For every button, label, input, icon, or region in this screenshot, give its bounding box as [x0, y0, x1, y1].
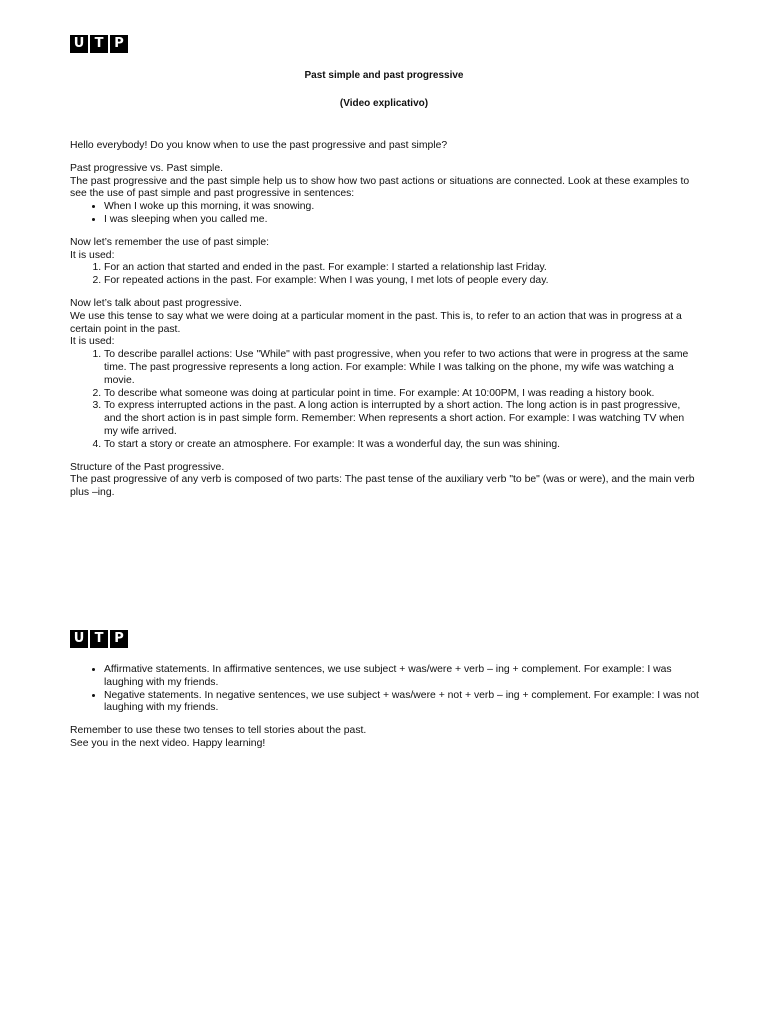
list-item: • When I woke up this morning, it was snowing. — [104, 201, 700, 214]
structure-list — [70, 664, 700, 715]
list-item: 3. To express interrupted actions in the past. A long action is interrupted by a short action. The long action is in past progressive, and the short action is in past simple form. Remember: When represents a short action. For example: I was watching TV when my wife arrived. — [104, 400, 700, 438]
section-heading: Past progressive vs. Past simple. — [70, 162, 224, 174]
list-item: 1. To describe parallel actions: Use "While" with past progressive, when you refer to two actions that were in progress at the same time. The past progressive represents a long action. For example: While I was talking on the phone, my wife was watching a movie. — [104, 349, 700, 387]
logo-letter: P — [110, 35, 128, 53]
usage-list — [70, 349, 700, 451]
closing-line: Remember to use these two tenses to tell stories about the past. — [70, 725, 367, 737]
list-item: 2. For repeated actions in the past. For example: When I was young, I met lots of people every day. — [104, 275, 700, 288]
list-item: • I was sleeping when you called me. — [104, 214, 700, 227]
list-item: • Negative statements. In negative sentences, we use subject + was/were + not + verb – ing + complement. For example: I was not laughing with my friends. — [104, 690, 700, 716]
logo-letter: U — [70, 630, 88, 648]
section-heading: Now let’s remember the use of past simple: — [70, 236, 270, 248]
page-one-body — [70, 140, 700, 500]
intro-paragraph: Hello everybody! Do you know when to use the past progressive and past simple? — [70, 140, 448, 151]
list-item: 4. To start a story or create an atmosphere. For example: It was a wonderful day, the sun was shining. — [104, 439, 700, 452]
section-paragraph: The past progressive and the past simple help us to show how two past actions or situations are connected. Look at these examples to see the use of past simple and past progressive in sentences: — [70, 175, 690, 200]
section-paragraph: The past progressive of any verb is composed of two parts: The past tense of the auxiliary verb "to be" (was or were), and the main verb plus –ing. — [70, 474, 695, 499]
logo-letter: T — [90, 35, 108, 53]
utp-logo — [70, 630, 128, 648]
document-subtitle: (Video explicativo) — [339, 98, 429, 109]
section-heading: Now let’s talk about past progressive. — [70, 297, 242, 309]
logo-letter: P — [110, 630, 128, 648]
utp-logo — [70, 35, 128, 53]
section-label: It is used: — [70, 336, 115, 348]
usage-list — [70, 262, 700, 288]
list-item: • Affirmative statements. In affirmative sentences, we use subject + was/were + verb – ing + complement. For example: I was laughing with my friends. — [104, 664, 700, 690]
section-heading: Structure of the Past progressive. — [70, 461, 225, 473]
logo-letter: U — [70, 35, 88, 53]
logo-letter: T — [90, 630, 108, 648]
page-two-body — [70, 664, 700, 751]
list-item: 2. To describe what someone was doing at particular point in time. For example: At 10:00PM, I was reading a history book. — [104, 388, 700, 401]
section-paragraph: We use this tense to say what we were doing at a particular moment in the past. This is, to refer to an action that was in progress at a certain point in the past. — [70, 310, 682, 335]
document-title: Past simple and past progressive — [304, 70, 464, 81]
example-list — [70, 201, 700, 227]
closing-line: See you in the next video. Happy learning! — [70, 737, 266, 749]
list-item: 1. For an action that started and ended in the past. For example: I started a relationship last Friday. — [104, 262, 700, 275]
section-label: It is used: — [70, 249, 115, 261]
